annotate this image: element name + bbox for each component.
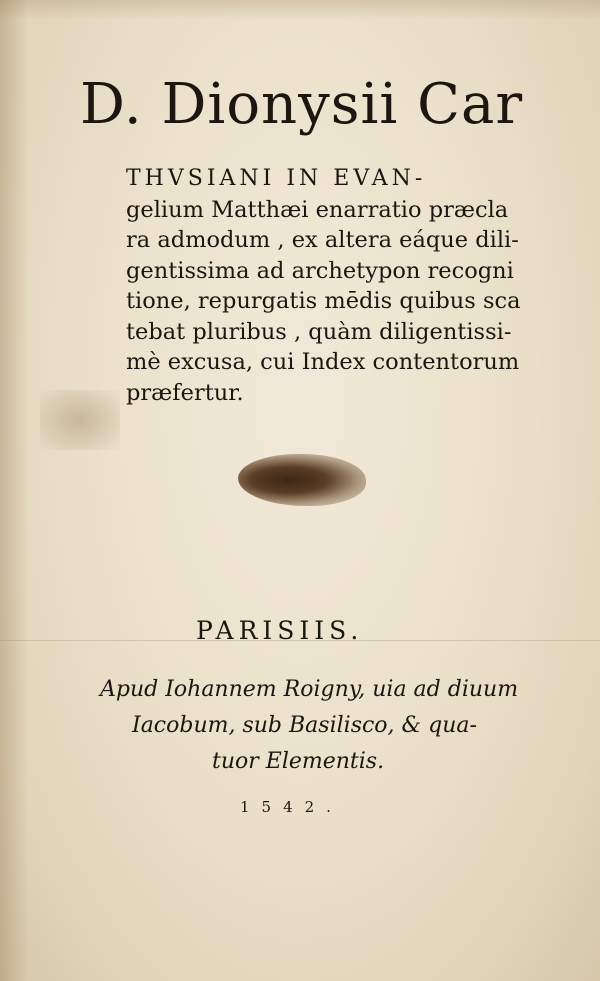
imprint-line: Iacobum, sub Basilisco, & qua- (132, 713, 477, 738)
ink-stain (238, 454, 366, 506)
body-line: ra admodum , ex altera eáque dili- (126, 227, 519, 253)
body-line: tebat pluribus , quàm diligentissi- (126, 318, 512, 345)
body-line: mè excusa, cui Index contentorum (126, 349, 520, 375)
imprint-line: tuor Elementis. (212, 749, 385, 774)
imprint-city: PARISIIS. (196, 616, 364, 645)
imprint-text (96, 672, 536, 780)
body-line: præfertur. (126, 379, 244, 406)
paper-top-shading (0, 0, 600, 20)
body-line: tione, repurgatis mēdis quibus sca (126, 288, 521, 314)
title-body-text (126, 164, 546, 408)
body-line: gentissima ad archetypon recogni (126, 257, 514, 284)
imprint-year: 1542. (240, 798, 343, 816)
body-line: THVSIANI IN EVAN- (126, 166, 427, 191)
foxing-stain (40, 390, 120, 450)
paper-edge-shading (0, 0, 28, 981)
book-title: D. Dionysii Car (80, 72, 524, 137)
imprint-line: Apud Iohannem Roigny, uia ad diuum (100, 677, 519, 702)
body-line: gelium Matthæi enarratio præcla (126, 196, 509, 223)
